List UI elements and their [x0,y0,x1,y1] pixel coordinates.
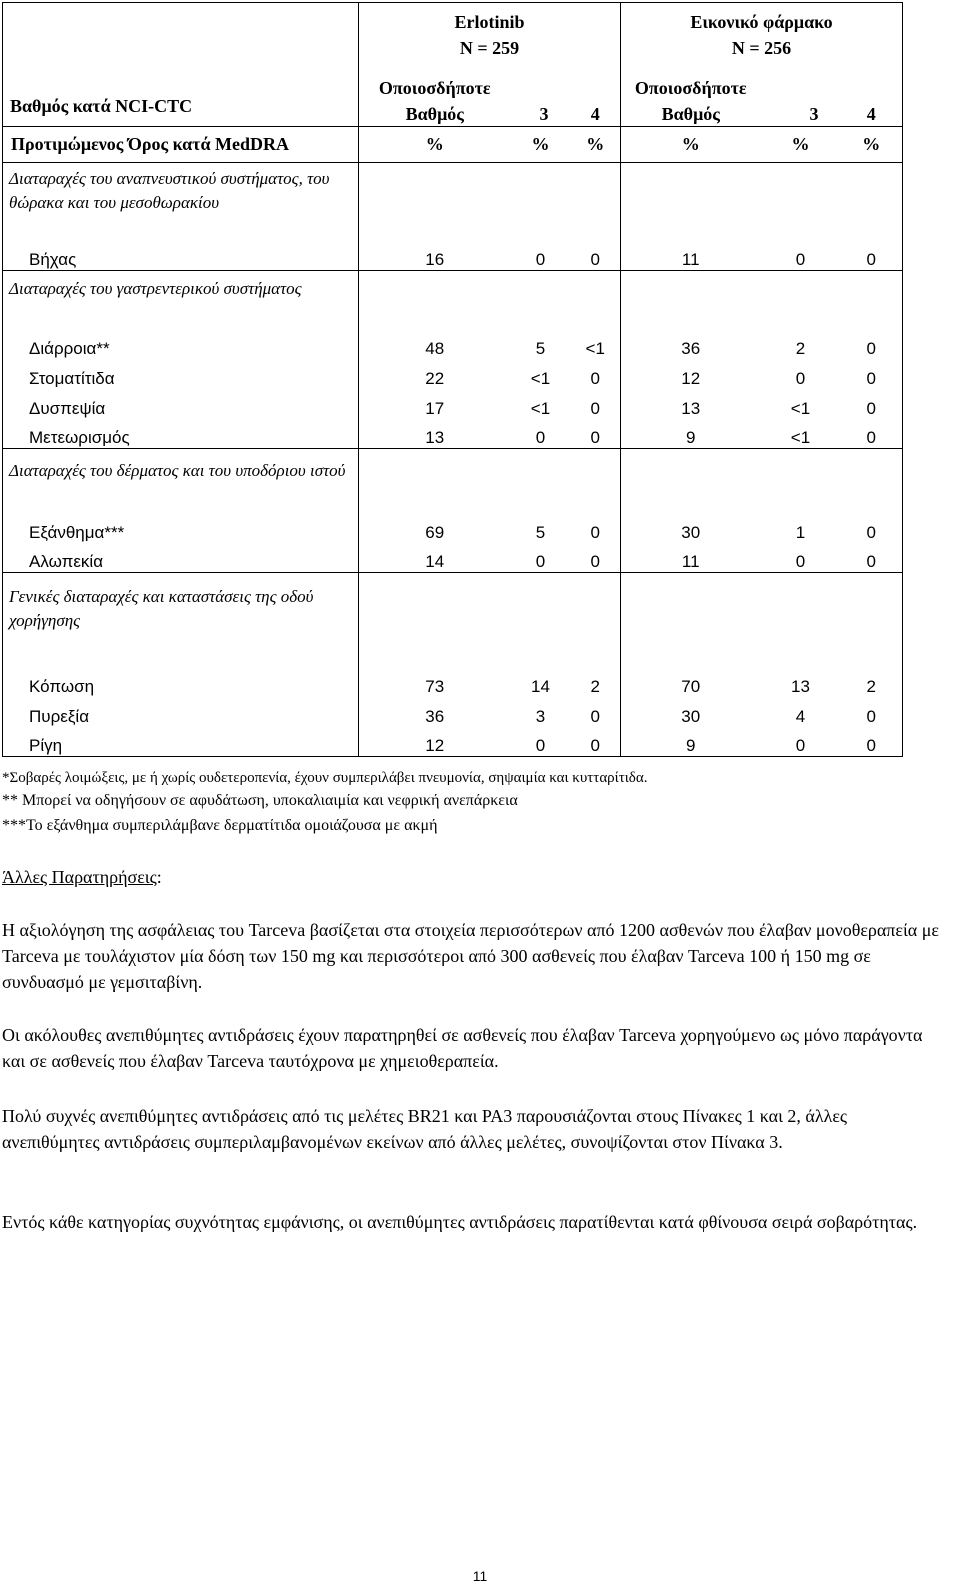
value-cell: 0 [841,359,903,389]
pct-cell: % [571,127,621,163]
group-placebo-header [621,3,903,62]
value-cell: 2 [841,667,903,697]
value-cell: 2 [795,338,806,358]
value-cell: 30 [681,522,701,542]
group-erlotinib-header [359,3,621,62]
grade-any-header [359,61,511,129]
value-cell: 14 [425,552,445,571]
value-cell: <1 [530,368,551,388]
soc-respiratory: Διαταραχές του αναπνευστικού συστήματος, του θώρακα και του μεσοθωρακίου [3,163,359,241]
footnote-rash: ***Το εξάνθημα συμπεριλάμβανε δερματίτιδα ομοιάζουσα με ακμή [2,817,438,834]
value-cell: 13 [425,428,445,447]
value-cell: 0 [795,250,806,269]
paragraph-observed-reactions: Οι ακόλουθες ανεπιθύμητες αντιδράσεις έχουν παρατηρηθεί σε ασθενείς που έλαβαν Tarceva χορηγούμενο ως μόνο παράγοντα και σε ασθενείς που έλαβαν Tarceva ταυτόχρονα με χημειοθεραπεία. [2,1025,923,1071]
term-cell: Μετεωρισμός [3,419,359,449]
grade-any-header-placebo [621,61,761,129]
paragraph-very-common: Πολύ συχνές ανεπιθύμητες αντιδράσεις από τις μελέτες BR21 και PA3 παρουσιάζονται στους Πίνακες 1 και 2, άλλες ανεπιθύμητες αντιδράσεις συμπεριλαμβανομένων εκείνων από άλλες μελέτες, συνοψίζονται στον Πίνακα 3. [2,1106,848,1152]
value-cell: 13 [681,398,701,418]
value-cell: 73 [425,676,445,696]
value-cell: 36 [681,338,701,358]
section-heading-colon: : [156,867,162,887]
value-cell: 0 [571,359,621,389]
group-placebo-n: N = 256 [731,38,792,58]
soc-gastrointestinal: Διαταραχές του γαστρεντερικού συστήματος [3,271,359,329]
pct-cell: % [761,127,841,163]
table-row [3,667,903,697]
term-cell: Εξάνθημα*** [3,513,359,543]
grade-4-header: 4 [571,61,621,129]
value-cell: 0 [571,513,621,543]
term-cell: Διάρροια** [3,329,359,359]
table-row [3,727,903,757]
grade-3-header: 3 [539,104,549,124]
value-cell: 1 [795,522,806,542]
term-cell: Ρίγη [3,727,359,757]
term-cell: Στοματίτιδα [3,359,359,389]
soc-general: Γενικές διαταραχές και καταστάσεις της οδού χορήγησης [3,573,359,667]
value-cell: 0 [571,389,621,419]
value-cell: 16 [425,250,445,269]
value-cell: 12 [359,727,511,757]
pct-cell: % [511,127,571,163]
section-heading [2,864,942,890]
value-cell: 0 [761,727,841,757]
value-cell: 0 [535,250,546,269]
value-cell: 17 [425,398,445,418]
table-row [3,389,903,419]
table-row [3,419,903,449]
value-cell: 0 [841,241,903,271]
value-cell: 0 [535,552,546,571]
adverse-reactions-body [2,126,903,757]
value-cell: 0 [795,552,806,571]
value-cell: 0 [571,241,621,271]
group-erlotinib-n: N = 259 [459,38,520,58]
value-cell: 5 [535,522,546,542]
value-cell: 9 [621,727,761,757]
grade-any-line2: Βαθμός [405,104,464,124]
value-cell: 3 [535,706,546,726]
meddra-term-label: Προτιμώμενος Όρος κατά MedDRA [3,127,359,163]
value-cell: 0 [571,543,621,573]
table-row [3,329,903,359]
value-cell: 11 [681,250,700,269]
table-row [3,543,903,573]
value-cell: 12 [681,368,701,388]
footnote-infections: *Σοβαρές λοιμώξεις, με ή χωρίς ουδετεροπενία, έχουν συμπεριλάβει πνευμονία, σηψαιμία και κυτταρίτιδα. [2,770,648,786]
section-heading-text: Άλλες Παρατηρήσεις [2,867,157,887]
value-cell: <1 [790,398,811,418]
term-cell: Βήχας [3,241,359,271]
group-erlotinib-name: Erlotinib [454,12,525,32]
soc-skin: Διαταραχές του δέρματος και του υποδόριου ιστού [3,449,359,513]
value-cell: 69 [425,522,445,542]
grade-3-header-placebo: 3 [809,104,819,124]
table-row [3,359,903,389]
footnote-diarrhoea: ** Μπορεί να οδηγήσουν σε αφυδάτωση, υποκαλιαιμία και νεφρική ανεπάρκεια [2,792,518,809]
value-cell: 0 [841,419,903,449]
term-cell: Πυρεξία [3,697,359,727]
group-placebo-name: Εικονικό φάρμακο [690,12,833,32]
pct-cell: % [841,127,903,163]
value-cell: 30 [681,706,701,726]
page-number: 11 [472,1568,488,1584]
value-cell: 0 [795,368,806,388]
grade-4-header-placebo: 4 [841,61,903,129]
value-cell: 5 [535,338,546,358]
value-cell: 4 [795,706,806,726]
grade-scale-label: Βαθμός κατά NCI-CTC [10,96,193,116]
value-cell: 11 [681,552,700,571]
table-row [3,697,903,727]
value-cell: <1 [571,329,621,359]
paragraph-safety-basis: Η αξιολόγηση της ασφάλειας του Tarceva βασίζεται στα στοιχεία περισσότερων από 1200 ασθενών που έλαβαν μονοθεραπεία με Tarceva με τουλάχιστον μία δόση των 150 mg και περισσότεροι από 300 ασθενείς που έλαβαν Tarceva 100 ή 150 mg σε συνδυασμό με γεμσιταβίνη. [2,920,939,992]
value-cell: 0 [571,697,621,727]
value-cell: 9 [686,428,696,447]
value-cell: 0 [841,389,903,419]
value-cell: <1 [790,428,811,447]
pct-cell: % [621,127,761,163]
value-cell: 36 [425,706,445,726]
term-cell: Δυσπεψία [3,389,359,419]
value-cell: 70 [681,676,701,696]
value-cell: 0 [571,419,621,449]
value-cell: 14 [531,676,550,696]
value-cell: 48 [425,338,445,358]
value-cell: 0 [841,513,903,543]
value-cell: 0 [535,428,546,447]
term-cell: Αλωπεκία [3,543,359,573]
table-row [3,241,903,271]
value-cell: 22 [425,368,445,388]
value-cell: 0 [841,543,903,573]
value-cell: 0 [571,727,621,757]
value-cell: 0 [841,329,903,359]
term-cell: Κόπωση [3,667,359,697]
grade-any-line1-placebo: Οποιοσδήποτε [634,78,747,98]
value-cell: <1 [530,398,551,418]
paragraph-seriousness-order: Εντός κάθε κατηγορίας συχνότητας εμφάνισης, οι ανεπιθύμητες αντιδράσεις παρατίθενται κατά φθίνουσα σειρά σοβαρότητας. [2,1212,918,1232]
pct-cell: % [359,127,511,163]
percent-header-row [3,127,903,163]
value-cell: 13 [791,676,810,696]
value-cell: 0 [511,727,571,757]
value-cell: 0 [841,697,903,727]
grade-any-line1: Οποιοσδήποτε [378,78,491,98]
value-cell: 2 [571,667,621,697]
grade-any-line2-placebo: Βαθμός [661,104,720,124]
table-row [3,513,903,543]
value-cell: 0 [841,727,903,757]
